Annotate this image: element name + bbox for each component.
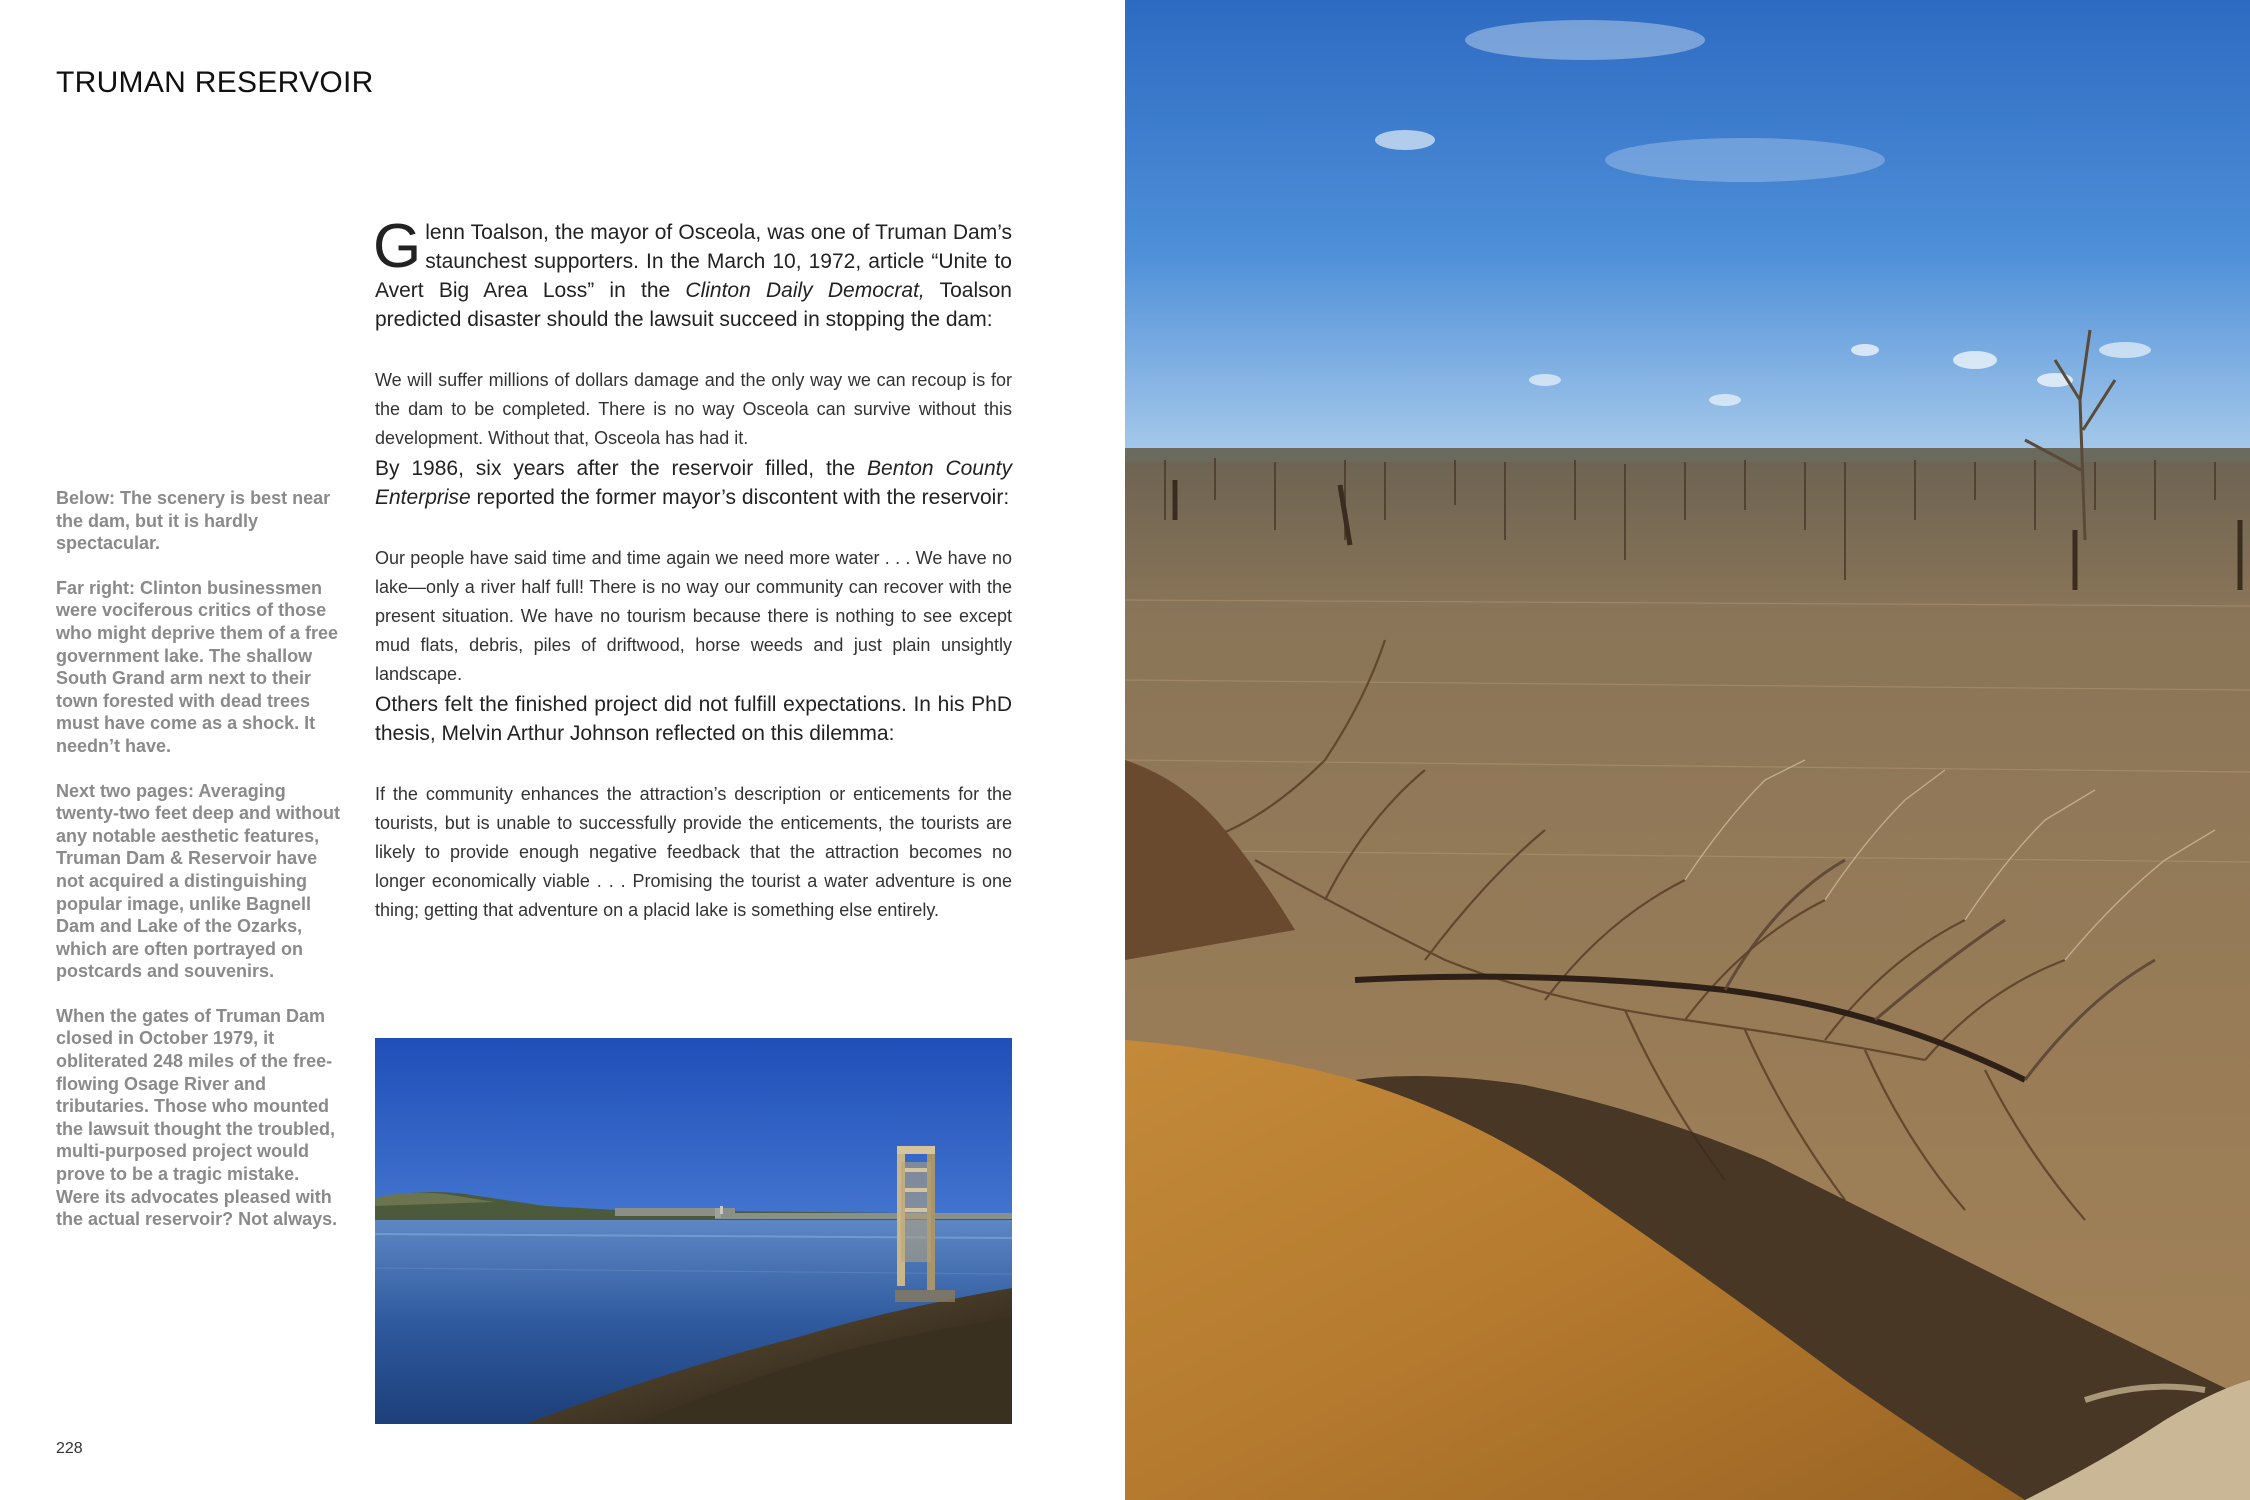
flooded-forest-image: [1125, 0, 2250, 1500]
caption-gates-closed: When the gates of Truman Dam closed in October 1979, it obliterated 248 miles of the free-flowing Osage River and tributaries. Those who mounted the lawsuit thought the troubled, multi-purposed project would prove to be a tragic mistake. Were its advocates pleased with the actual reservoir? Not always.: [56, 1005, 338, 1230]
quote-johnson: If the community enhances the attraction’s description or enticements for the tourists, but is unable to successfully provide the enticements, the tourists are likely to provide enough negative feedback that the attraction becomes no longer economically viable . . . Promising the tourist a water adventure is one thing; getting that adventure on a placid lake is something else entirely.: [375, 783, 1012, 921]
paragraph-benton-text-1: By 1986, six years after the reservoir filled, the: [375, 456, 868, 480]
paragraph-benton-text-2: reported the former mayor’s discontent with the reservoir:: [470, 485, 1010, 509]
paragraph-johnson: Others felt the finished project did not fulfill expectations. In his PhD thesis, Melvin Arthur Johnson reflected on this dilemma:: [375, 692, 1012, 745]
caption-far-right: Far right: Clinton businessmen were vociferous critics of those who might deprive them of a free government lake. The shallow South Grand arm next to their town forested with dead trees must have come as a shock. It needn’t have.: [56, 577, 339, 756]
paragraph-toalson: [373, 212, 1012, 334]
newspaper-title-clinton: Clinton Daily Democrat,: [685, 279, 925, 302]
caption-below: Below: The scenery is best near the dam, but it is hardly spectacular.: [56, 488, 331, 554]
quote-mayor-discontent: Our people have said time and time again we need more water . . . We have no lake—only a river half full! There is no way our community can recover with the present situation. We have no tourism because there is nothing to see except mud flats, debris, piles of driftwood, horse weeds and just plain unsightly landscape.: [375, 547, 1012, 685]
paragraph-toalson-text-2: Toalson predicted disaster should the lawsuit succeed in stopping the dam:: [375, 279, 1012, 331]
page-number: 228: [56, 1440, 83, 1457]
quote-toalson: We will suffer millions of dollars damage and the only way we can recoup is for the dam to be completed. There is no way Osceola can survive without this development. Without that, Osceola has had it.: [375, 370, 1012, 449]
sidebar-captions: [56, 487, 341, 1253]
dam-photograph: [375, 1038, 1012, 1424]
full-page-photograph: [1125, 0, 2250, 1500]
body-text-column: [373, 212, 1012, 926]
dam-scene-image: [375, 1038, 1012, 1424]
newspaper-title-benton: Benton County Enterprise: [375, 456, 1012, 509]
paragraph-benton: [375, 454, 1012, 512]
page-title: TRUMAN RESERVOIR: [56, 66, 374, 99]
caption-next-pages: Next two pages: Averaging twenty-two feet deep and without any notable aesthetic features, Truman Dam & Reservoir have not acquired a distinguishing popular image, unlike Bagnell Dam and Lake of the Ozarks, which are often portrayed on postcards and souvenirs.: [56, 780, 340, 982]
drop-cap: G: [373, 212, 422, 281]
paragraph-toalson-text-1: lenn Toalson, the mayor of Osceola, was one of Truman Dam’s staunchest supporters. In the March 10, 1972, article “Unite to Avert Big Area Loss” in the: [375, 221, 1012, 302]
